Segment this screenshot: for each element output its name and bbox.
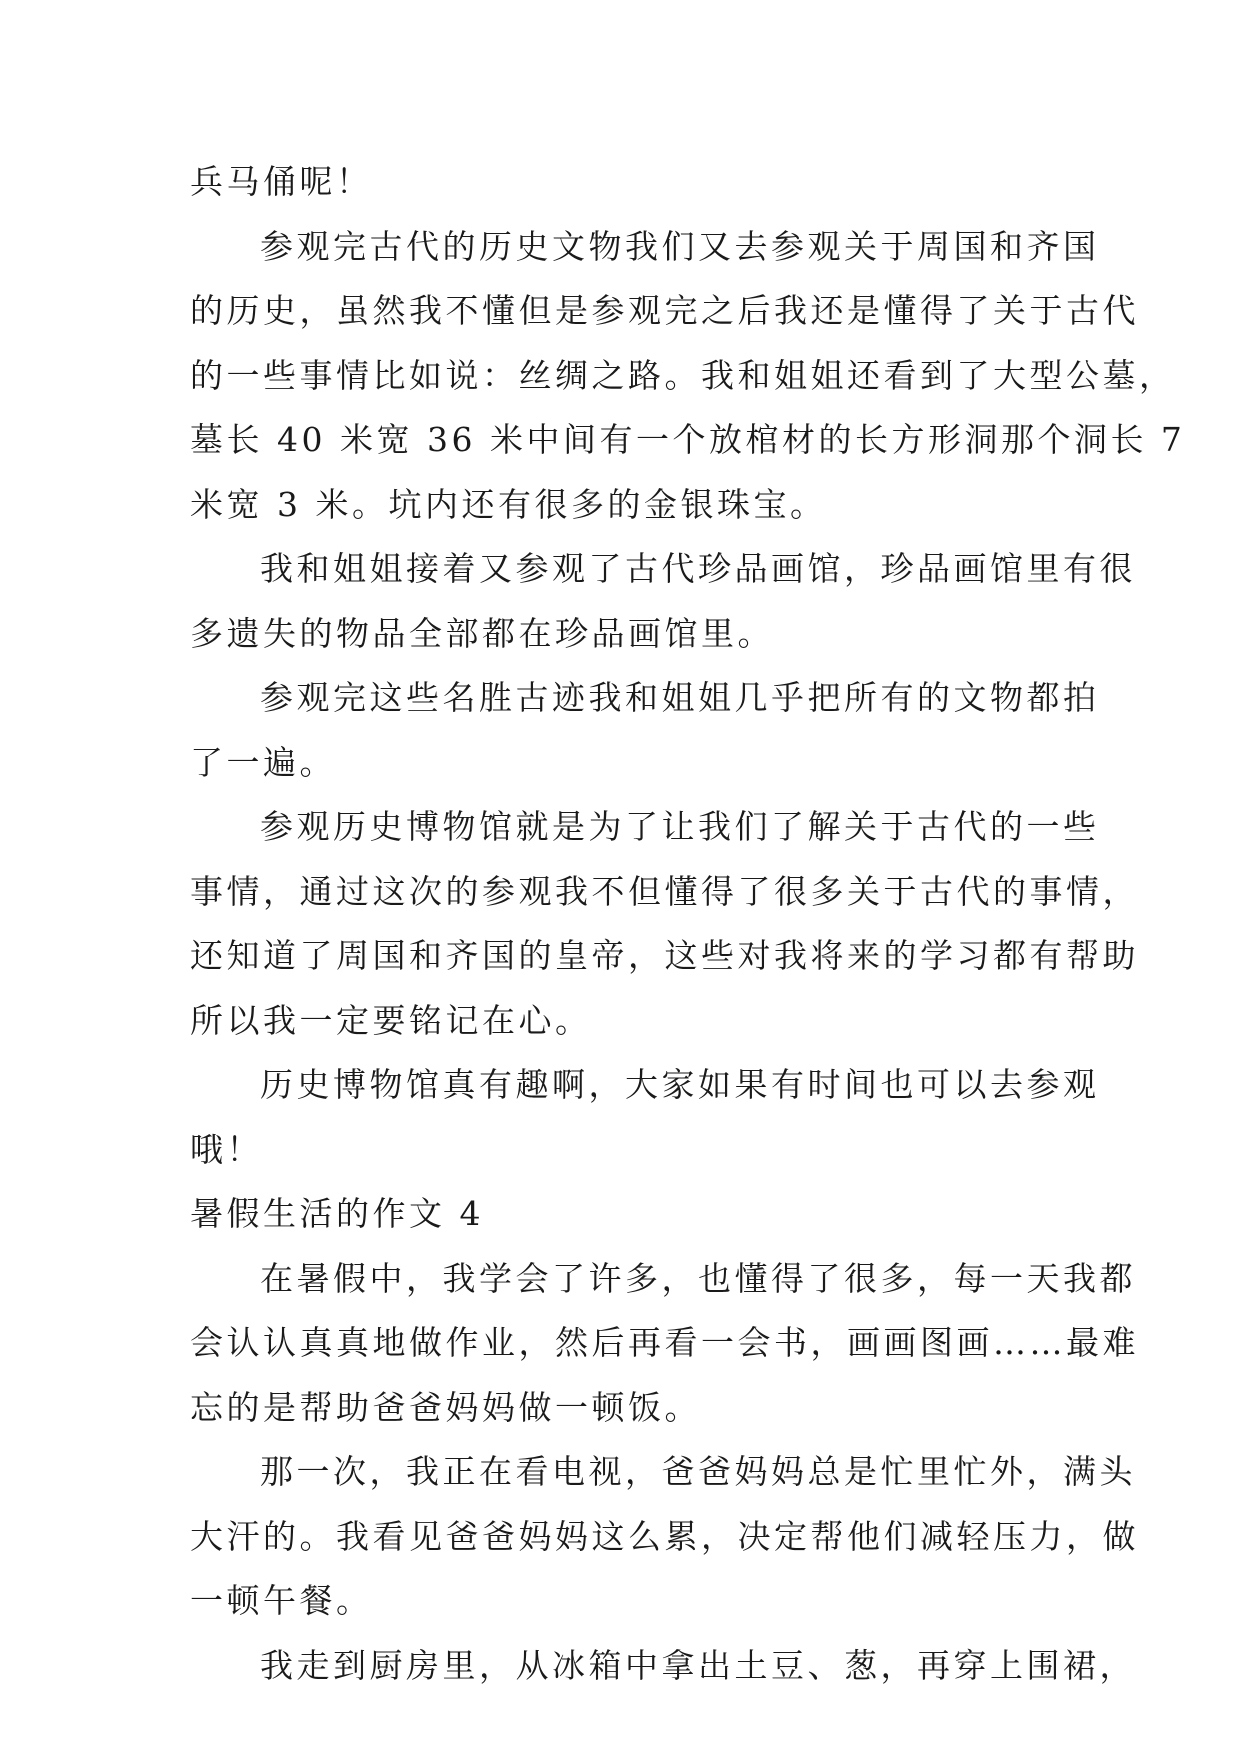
text-line: 我走到厨房里，从冰箱中拿出土豆、葱，再穿上围裙，	[260, 1645, 1136, 1685]
text-line: 会认认真真地做作业，然后再看一会书，画画图画……最难	[190, 1323, 1139, 1362]
text-line: 哦！	[190, 1129, 263, 1169]
section-heading: 暑假生活的作文 4	[190, 1194, 484, 1233]
text-line: 在暑假中，我学会了许多，也懂得了很多，每一天我都	[260, 1258, 1136, 1298]
text-line: 米宽 3 米。坑内还有很多的金银珠宝。	[190, 484, 827, 524]
text-line: 的一些事情比如说：丝绸之路。我和姐姐还看到了大型公墓，	[190, 355, 1176, 395]
text-line: 墓长 40 米宽 36 米中间有一个放棺材的长方形洞那个洞长 7	[190, 420, 1186, 459]
text-line: 忘的是帮助爸爸妈妈做一顿饭。	[190, 1387, 701, 1427]
text-line: 还知道了周国和齐国的皇帝，这些对我将来的学习都有帮助	[190, 936, 1139, 975]
text-line: 参观历史博物馆就是为了让我们了解关于古代的一些	[260, 807, 1100, 846]
text-line: 多遗失的物品全部都在珍品画馆里。	[190, 613, 774, 653]
text-line: 我和姐姐接着又参观了古代珍品画馆，珍品画馆里有很	[260, 549, 1136, 588]
text-line: 一顿午餐。	[190, 1581, 373, 1620]
text-line: 的历史，虽然我不懂但是参观完之后我还是懂得了关于古代	[190, 291, 1139, 330]
document-body	[190, 150, 1186, 1698]
text-line: 那一次，我正在看电视，爸爸妈妈总是忙里忙外，满头	[260, 1452, 1136, 1491]
text-line: 参观完古代的历史文物我们又去参观关于周国和齐国	[260, 226, 1100, 266]
text-line: 大汗的。我看见爸爸妈妈这么累，决定帮他们减轻压力，做	[190, 1516, 1139, 1556]
text-line: 历史博物馆真有趣啊，大家如果有时间也可以去参观	[260, 1065, 1100, 1104]
text-line: 参观完这些名胜古迹我和姐姐几乎把所有的文物都拍	[260, 678, 1100, 717]
text-line: 了一遍。	[190, 742, 336, 782]
text-line: 所以我一定要铭记在心。	[190, 1000, 592, 1040]
text-line: 兵马俑呢！	[190, 162, 373, 201]
text-line: 事情，通过这次的参观我不但懂得了很多关于古代的事情，	[190, 871, 1139, 911]
